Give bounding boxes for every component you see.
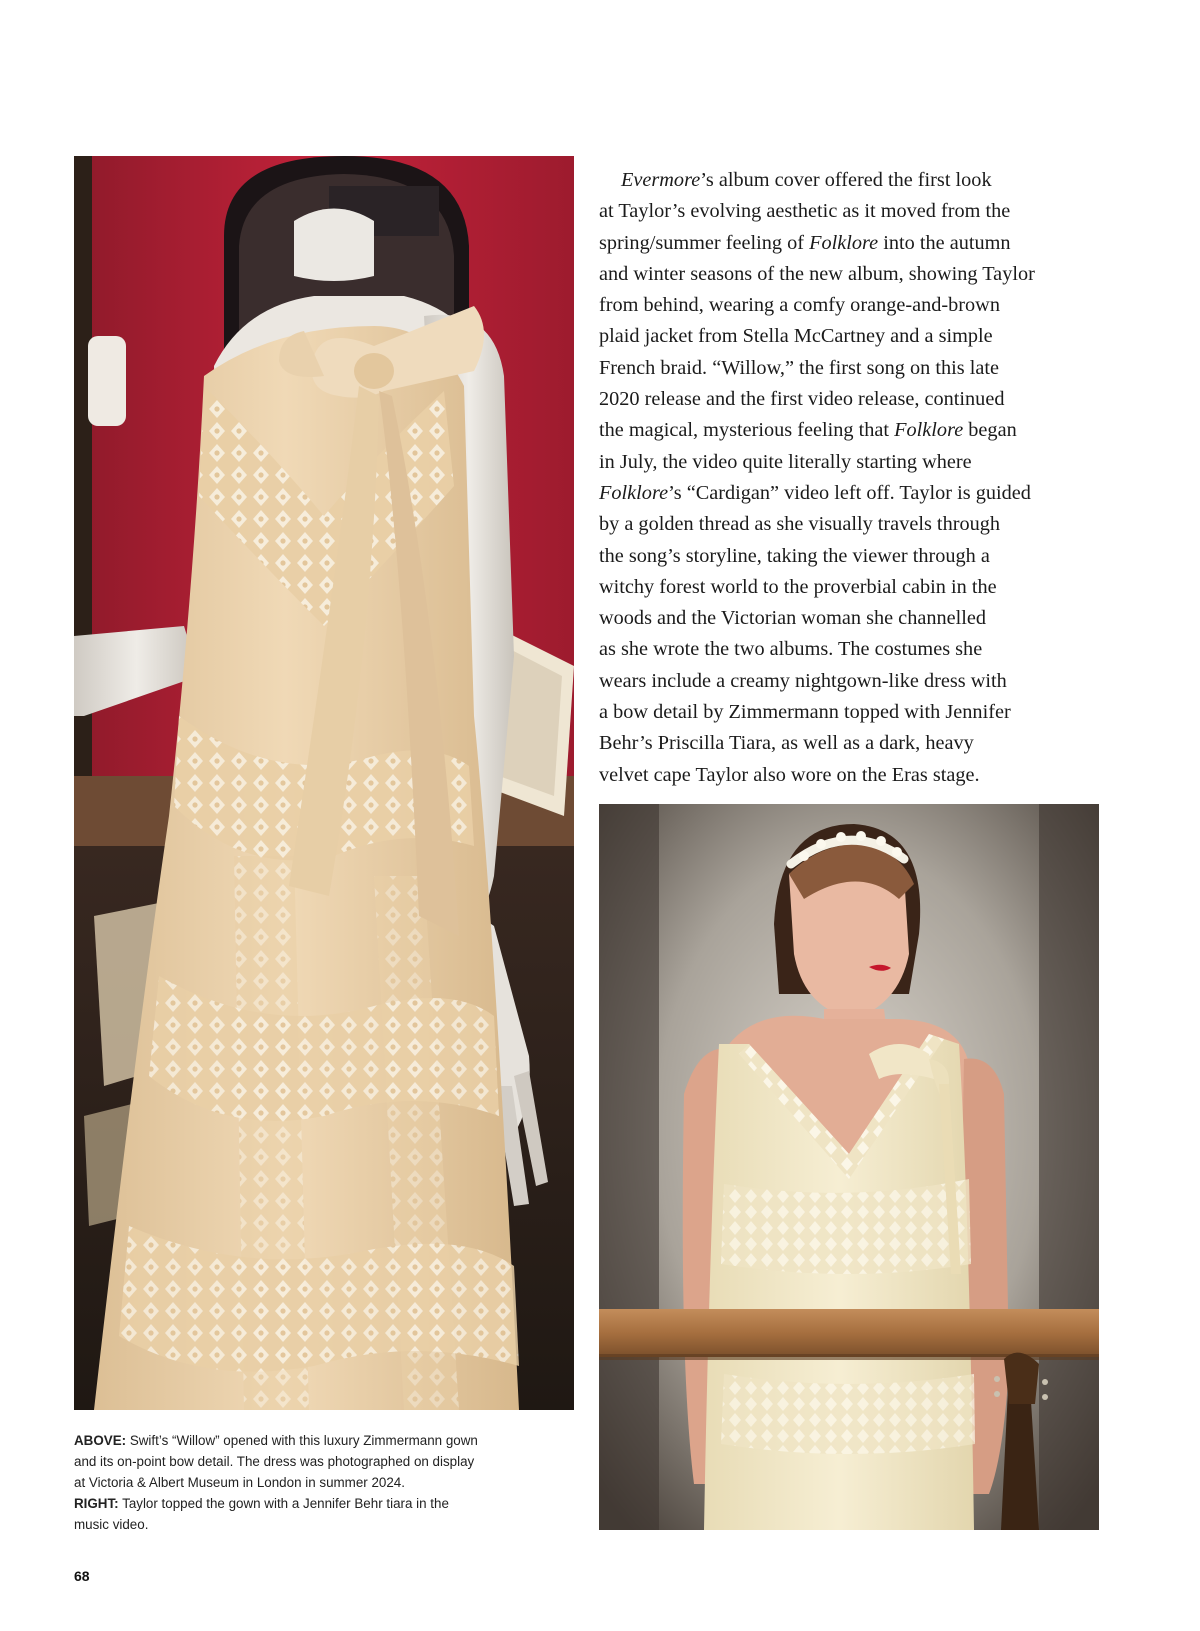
body-line: wears include a creamy nightgown-like dress with xyxy=(599,669,1007,692)
body-line: as she wrote the two albums. The costumes she xyxy=(599,638,983,661)
body-line: Evermore’s album cover offered the first look xyxy=(621,169,992,191)
body-line: at Taylor’s evolving aesthetic as it moved from the xyxy=(599,200,1011,223)
photo-caption xyxy=(74,1430,584,1535)
body-line: 2020 release and the first video release, continued xyxy=(599,388,1005,411)
caption-above-label: ABOVE: xyxy=(74,1433,127,1448)
body-line: in July, the video quite literally starting where xyxy=(599,450,972,473)
body-line: French braid. “Willow,” the first song on this late xyxy=(599,356,1000,379)
caption-line: music video. xyxy=(74,1517,149,1532)
body-line: Behr’s Priscilla Tiara, as well as a dark, heavy xyxy=(599,732,974,755)
body-line: Folklore’s “Cardigan” video left off. Taylor is guided xyxy=(599,481,1031,504)
body-line: velvet cape Taylor also wore on the Eras stage. xyxy=(599,763,980,786)
body-line: the song’s storyline, taking the viewer through a xyxy=(599,544,990,567)
page-number: 68 xyxy=(74,1568,90,1584)
caption-line: ABOVE: Swift’s “Willow” opened with this luxury Zimmermann gown xyxy=(74,1433,478,1448)
body-line: by a golden thread as she visually travels through xyxy=(599,513,1001,536)
music-video-still-photo xyxy=(599,804,1099,1530)
caption-line: RIGHT: Taylor topped the gown with a Jennifer Behr tiara in the xyxy=(74,1496,449,1511)
museum-gown-photo xyxy=(74,156,574,1410)
body-line: witchy forest world to the proverbial cabin in the xyxy=(599,575,997,598)
body-line: the magical, mysterious feeling that Folklore began xyxy=(599,419,1017,442)
body-line: and winter seasons of the new album, showing Taylor xyxy=(599,262,1035,285)
body-line: plaid jacket from Stella McCartney and a simple xyxy=(599,325,993,348)
body-line: spring/summer feeling of Folklore into the autumn xyxy=(599,231,1011,254)
caption-line: and its on-point bow detail. The dress was photographed on display xyxy=(74,1454,475,1469)
body-line: a bow detail by Zimmermann topped with Jennifer xyxy=(599,701,1011,724)
body-line: from behind, wearing a comfy orange-and-brown xyxy=(599,294,1000,317)
caption-line: at Victoria & Albert Museum in London in summer 2024. xyxy=(74,1475,405,1490)
caption-right-label: RIGHT: xyxy=(74,1496,119,1511)
article-body xyxy=(599,165,1099,791)
body-line: woods and the Victorian woman she channelled xyxy=(599,607,987,630)
